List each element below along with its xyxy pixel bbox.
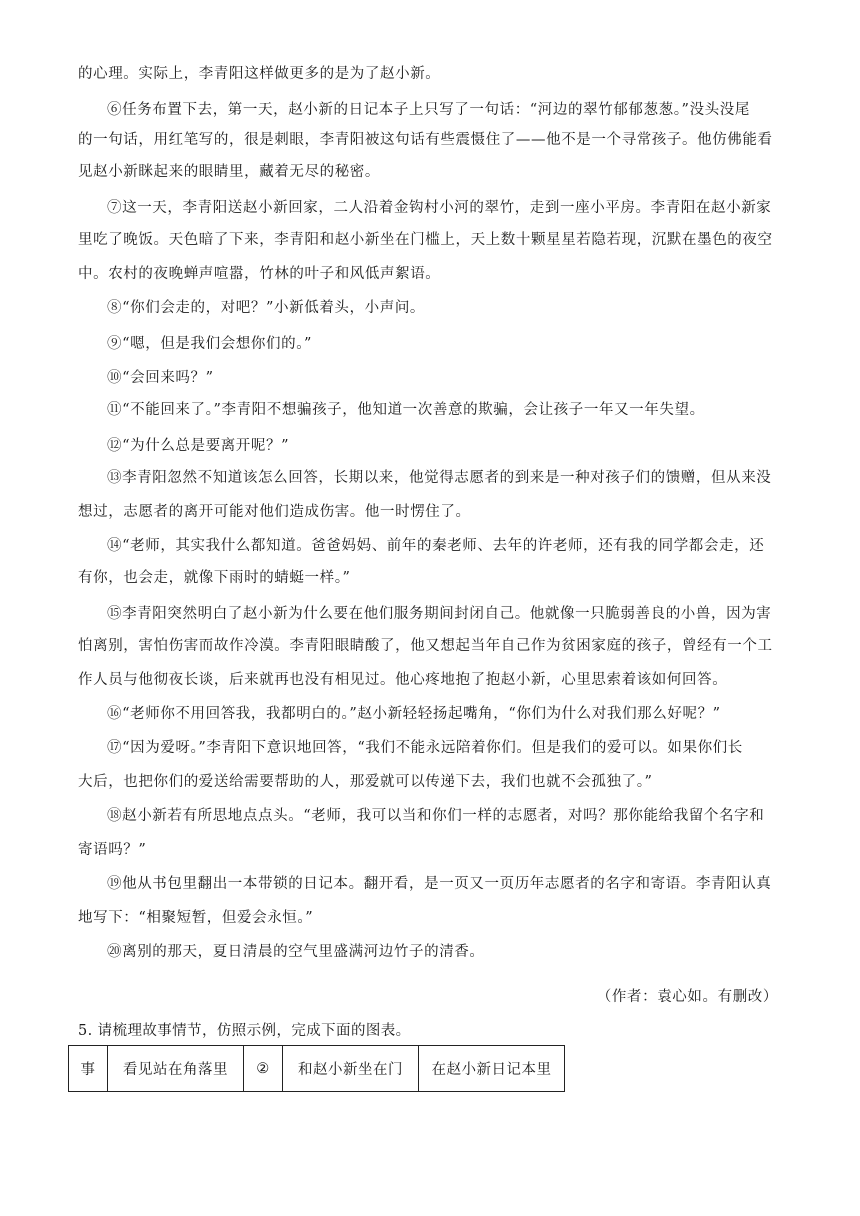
table-row bbox=[69, 1046, 565, 1092]
question-5: 5. 请梳理故事情节，仿照示例，完成下面的图表。 bbox=[78, 1023, 411, 1039]
text-line: 的心理。实际上，李青阳这样做更多的是为了赵小新。 bbox=[78, 66, 441, 82]
table-cell-blank-2: ② bbox=[244, 1046, 283, 1092]
text-line: 怕离别，害怕伤害而故作冷漠。李青阳眼睛酸了，他又想起当年自己作为贫困家庭的孩子，曾经有一个工 bbox=[78, 638, 773, 654]
author-note: （作者：袁心如。有删改） bbox=[596, 989, 778, 1005]
text-line: ⑨“嗯，但是我们会想你们的。” bbox=[107, 336, 313, 352]
text-line: 有你，也会走，就像下雨时的蜻蜓一样。” bbox=[78, 570, 351, 586]
text-line: 中。农村的夜晚蝉声喧嚣，竹林的叶子和风低声絮语。 bbox=[78, 266, 441, 282]
text-line: ⑲他从书包里翻出一本带锁的日记本。翻开看，是一页又一页历年志愿者的名字和寄语。李青阳认真 bbox=[107, 876, 772, 892]
text-line: 想过，志愿者的离开可能对他们造成伤害。他一时愣住了。 bbox=[78, 504, 471, 520]
text-line: ⑥任务布置下去，第一天，赵小新的日记本子上只写了一句话：“河边的翠竹郁郁葱葱。”没头没尾 bbox=[107, 102, 750, 118]
table-cell-event-label: 事 bbox=[69, 1046, 108, 1092]
text-line: ⑳离别的那天，夏日清晨的空气里盛满河边竹子的清香。 bbox=[107, 944, 485, 960]
text-line: ⑭“老师，其实我什么都知道。爸爸妈妈、前年的秦老师、去年的许老师，还有我的同学都会走，还 bbox=[107, 538, 765, 554]
text-line: 大后，也把你们的爱送给需要帮助的人，那爱就可以传递下去，我们也就不会孤独了。” bbox=[78, 774, 653, 790]
text-line: ⑮李青阳突然明白了赵小新为什么要在他们服务期间封闭自己。他就像一只脆弱善良的小兽，因为害 bbox=[107, 606, 772, 622]
text-line: 作人员与他彻夜长谈，后来就再也没有相见过。他心疼地抱了抱赵小新，心里思索着该如何回答。 bbox=[78, 672, 728, 688]
text-line: ⑦这一天，李青阳送赵小新回家，二人沿着金钩村小河的翠竹，走到一座小平房。李青阳在赵小新家 bbox=[107, 200, 772, 216]
text-line: 见赵小新眯起来的眼睛里，藏着无尽的秘密。 bbox=[78, 164, 380, 180]
text-line: 里吃了晚饭。天色暗了下来，李青阳和赵小新坐在门槛上，天上数十颗星星若隐若现，沉默在墨色的夜空 bbox=[78, 232, 773, 248]
text-line: ⑬李青阳忽然不知道该怎么回答，长期以来，他觉得志愿者的到来是一种对孩子们的馈赠，但从来没 bbox=[107, 470, 772, 486]
text-line: 地写下：“相聚短暂，但爱会永恒。” bbox=[78, 910, 314, 926]
text-line: ⑫“为什么总是要离开呢？” bbox=[107, 438, 290, 454]
text-line: ⑯“老师你不用回答我，我都明白的。”赵小新轻轻扬起嘴角，“你们为什么对我们那么好呢？” bbox=[107, 706, 721, 722]
text-line: ⑰“因为爱呀。”李青阳下意识地回答，“我们不能永远陪着你们。但是我们的爱可以。如果你们长 bbox=[107, 740, 743, 756]
plot-chart-table bbox=[68, 1045, 565, 1092]
table-cell-example-1: 看见站在角落里 bbox=[108, 1046, 244, 1092]
text-line: 的一句话，用红笔写的，很是刺眼，李青阳被这句话有些震慑住了——他不是一个寻常孩子。他仿佛能看 bbox=[78, 132, 773, 148]
text-line: 寄语吗？” bbox=[78, 842, 147, 858]
text-line: ⑩“会回来吗？” bbox=[107, 370, 214, 386]
table-cell-example-4: 在赵小新日记本里 bbox=[419, 1046, 565, 1092]
table-cell-example-3: 和赵小新坐在门 bbox=[283, 1046, 419, 1092]
text-line: ⑪“不能回来了。”李青阳不想骗孩子，他知道一次善意的欺骗，会让孩子一年又一年失望。 bbox=[107, 402, 705, 418]
text-line: ⑱赵小新若有所思地点点头。“老师，我可以当和你们一样的志愿者，对吗？那你能给我留个名字和 bbox=[107, 808, 765, 824]
text-line: ⑧“你们会走的，对吧？”小新低着头，小声问。 bbox=[107, 300, 426, 316]
